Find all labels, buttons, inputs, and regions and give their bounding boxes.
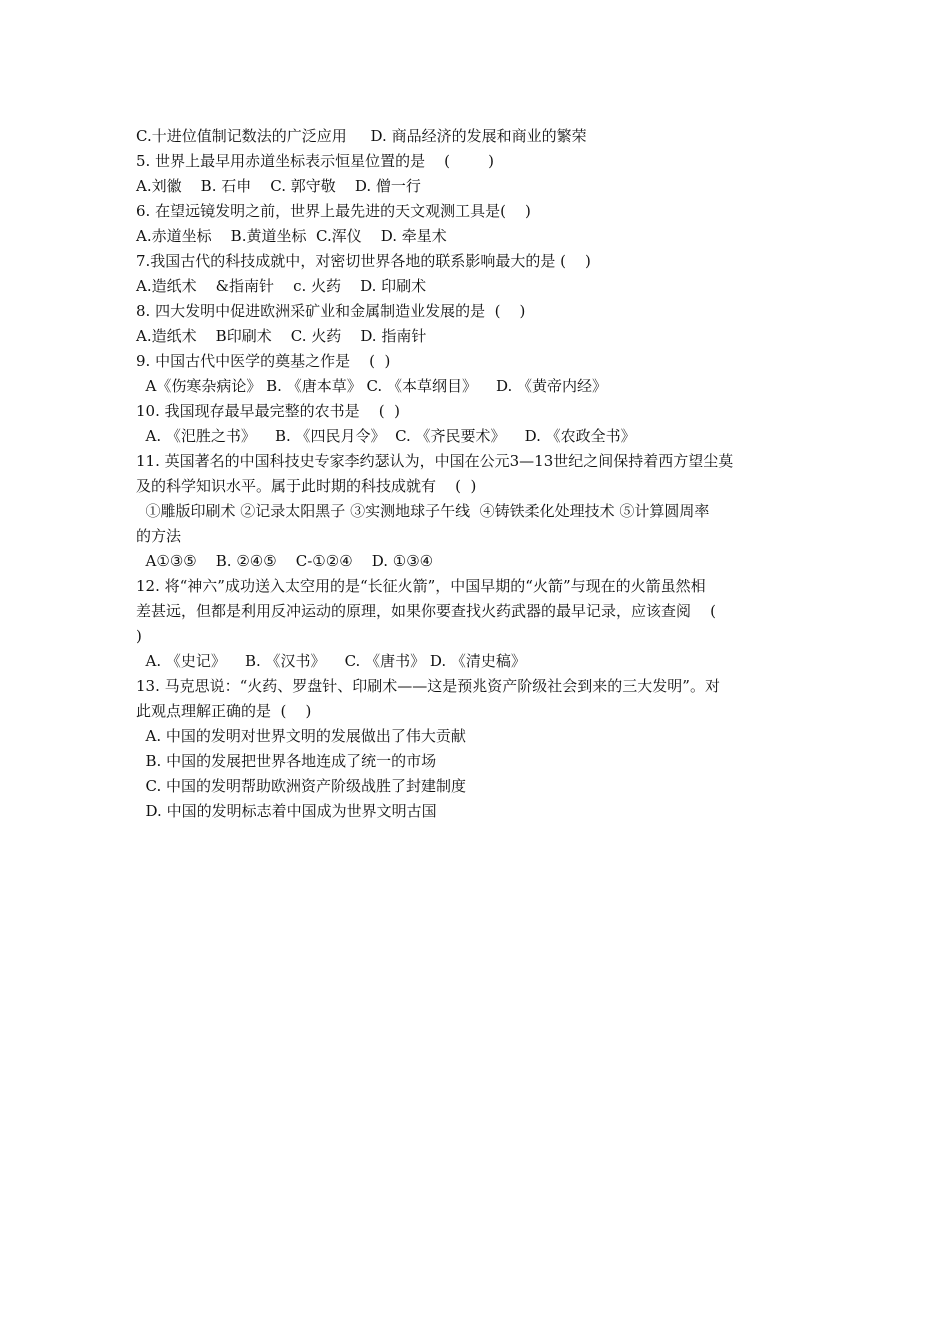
question-11-cont: 及的科学知识水平。属于此时期的科技成就有 ( ) — [136, 477, 477, 495]
question-11-options: A①③⑤ B. ②④⑤ C-①②④ D. ①③④ — [136, 552, 434, 570]
question-13-option-b: B. 中国的发展把世界各地连成了统一的市场 — [136, 752, 437, 770]
question-6-options: A.赤道坐标 B.黄道坐标 C.浑仪 D. 牵星术 — [136, 227, 447, 245]
question-12-cont: 差甚远，但都是利用反冲运动的原理，如果你要查找火药武器的最早记录，应该查阅 ( — [136, 602, 716, 620]
question-5: 5. 世界上最早用赤道坐标表示恒星位置的是 ( ) — [136, 152, 495, 170]
question-12-cont-2: ) — [136, 627, 142, 645]
question-8-options: A.造纸术 B印刷术 C. 火药 D. 指南针 — [136, 327, 427, 345]
question-12: 12. 将“神六”成功送入太空用的是“长征火箭”，中国早期的“火箭”与现在的火箭虽然相 — [136, 577, 706, 595]
question-5-options: A.刘徽 B. 石申 C. 郭守敬 D. 僧一行 — [136, 177, 421, 195]
document-body — [136, 124, 816, 824]
question-13-option-c: C. 中国的发明帮助欧洲资产阶级战胜了封建制度 — [136, 777, 467, 795]
question-13-cont: 此观点理解正确的是 ( ) — [136, 702, 312, 720]
question-8: 8. 四大发明中促进欧洲采矿业和金属制造业发展的是 ( ) — [136, 302, 526, 320]
question-11: 11. 英国著名的中国科技史专家李约瑟认为，中国在公元3—13世纪之间保持着西方望尘莫 — [136, 452, 734, 470]
question-7-options: A.造纸术 &指南针 c. 火药 D. 印刷术 — [136, 277, 427, 295]
question-9-options: A《伤寒杂病论》 B. 《唐本草》 C. 《本草纲目》 D. 《黄帝内经》 — [136, 377, 608, 395]
question-11-items: ①雕版印刷术 ②记录太阳黑子 ③实测地球子午线 ④铸铁柔化处理技术 ⑤计算圆周率 — [136, 502, 710, 520]
question-13-option-d: D. 中国的发明标志着中国成为世界文明古国 — [136, 802, 437, 820]
text-line: C.十进位值制记数法的广泛应用 D. 商品经济的发展和商业的繁荣 — [136, 127, 587, 145]
question-10: 10. 我国现存最早最完整的农书是 ( ) — [136, 402, 400, 420]
question-7: 7.我国古代的科技成就中，对密切世界各地的联系影响最大的是 ( ) — [136, 252, 591, 270]
question-11-items-cont: 的方法 — [136, 527, 182, 545]
question-13-option-a: A. 中国的发明对世界文明的发展做出了伟大贡献 — [136, 727, 466, 745]
question-6: 6. 在望远镜发明之前，世界上最先进的天文观测工具是( ) — [136, 202, 531, 220]
question-10-options: A. 《汜胜之书》 B. 《四民月令》 C. 《齐民要术》 D. 《农政全书》 — [136, 427, 636, 445]
question-9: 9. 中国古代中医学的奠基之作是 ( ) — [136, 352, 391, 370]
question-12-options: A. 《史记》 B. 《汉书》 C. 《唐书》 D. 《清史稿》 — [136, 652, 526, 670]
question-13: 13. 马克思说：“火药、罗盘针、印刷术——这是预兆资产阶级社会到来的三大发明”。对 — [136, 677, 720, 695]
